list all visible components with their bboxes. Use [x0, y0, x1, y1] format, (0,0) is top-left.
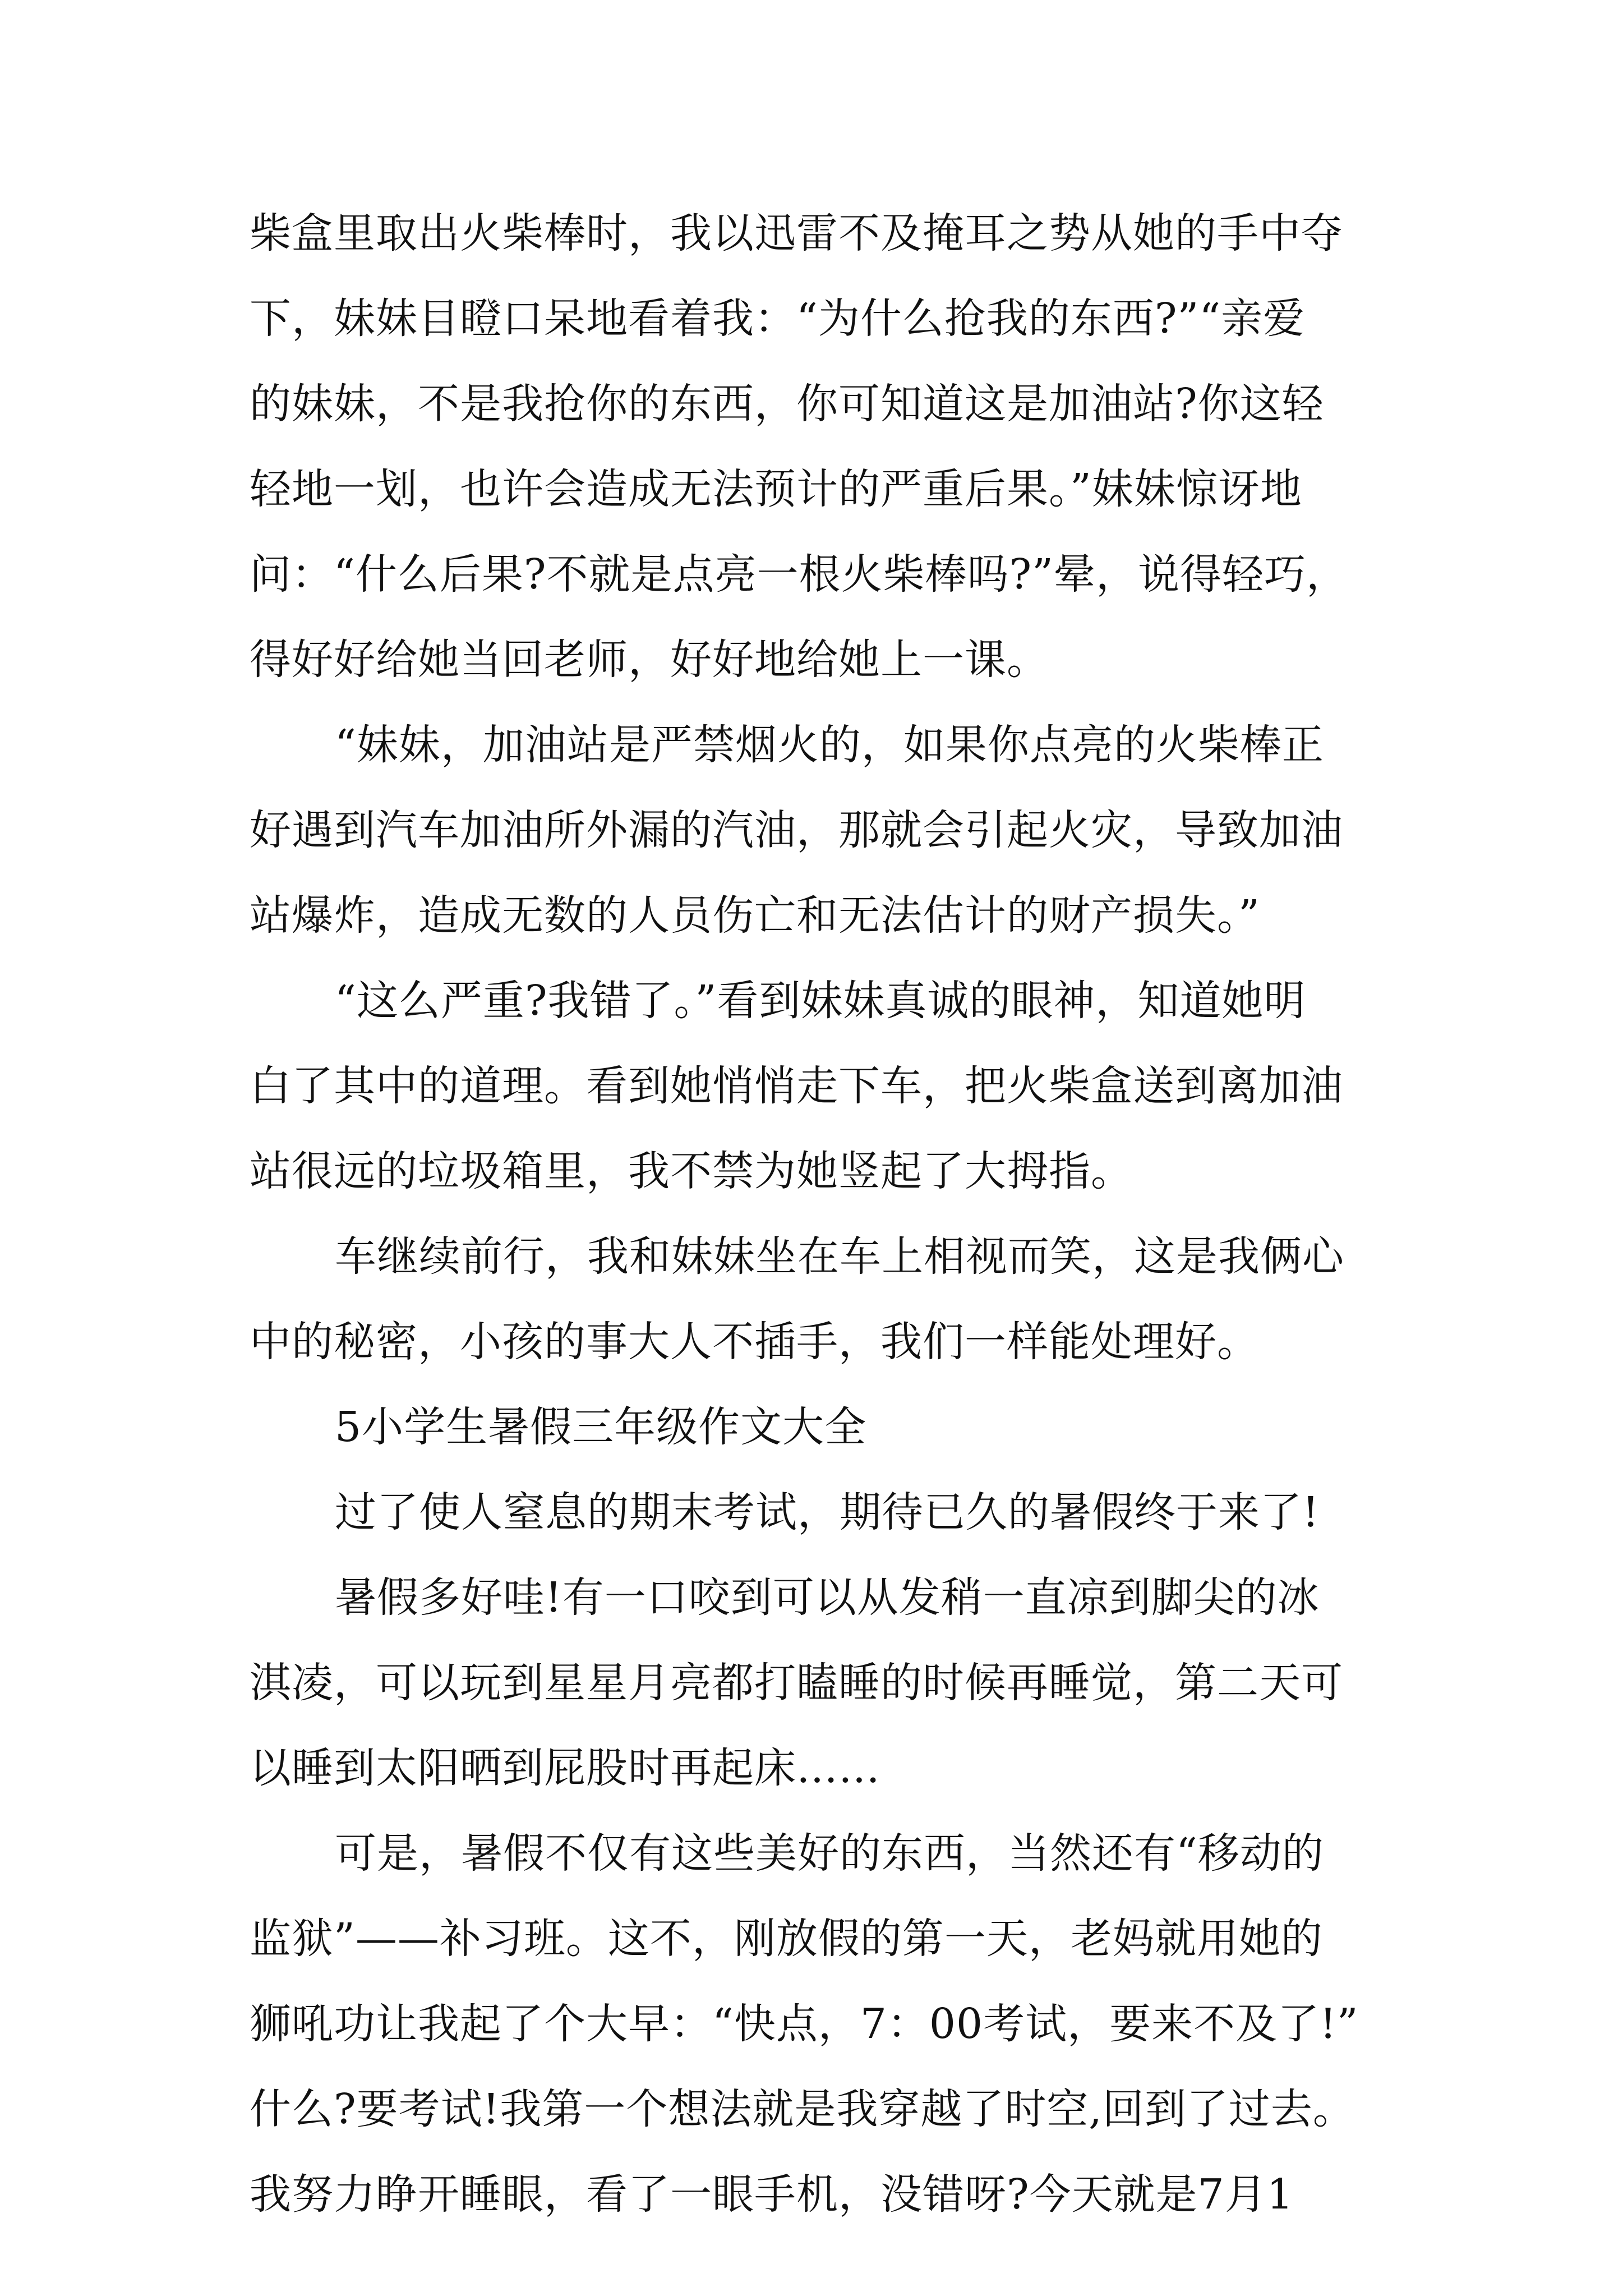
paragraph-start-line: “这么严重?我错了。”看到妹妹真诚的眼神，知道她明	[335, 977, 1306, 1025]
text-line: 柴盒里取出火柴棒时，我以迅雷不及掩耳之势从她的手中夺	[250, 209, 1343, 257]
text-line: 的妹妹，不是我抢你的东西，你可知道这是加油站?你这轻	[250, 380, 1324, 428]
text-line: 中的秘密，小孩的事大人不插手，我们一样能处理好。	[250, 1318, 1259, 1366]
text-line: 我努力睁开睡眼，看了一眼手机，没错呀?今天就是7月1	[250, 2170, 1294, 2219]
text-line: 轻地一划，也许会造成无法预计的严重后果。”妹妹惊讶地	[250, 465, 1302, 513]
text-line: 好遇到汽车加油所外漏的汽油，那就会引起火灾，导致加油	[250, 806, 1343, 854]
text-line: 得好好给她当回老师，好好地给她上一课。	[250, 636, 1049, 684]
paragraph-start-line: 可是，暑假不仅有这些美好的东西，当然还有“移动的	[335, 1829, 1324, 1878]
text-line: 白了其中的道理。看到她悄悄走下车，把火柴盒送到离加油	[250, 1062, 1343, 1110]
text-line: 站爆炸，造成无数的人员伤亡和无法估计的财产损失。”	[250, 891, 1260, 940]
text-line: 什么?要考试!我第一个想法就是我穿越了时空,回到了过去。	[250, 2085, 1355, 2133]
text-line: 问：“什么后果?不就是点亮一根火柴棒吗?”晕，说得轻巧，	[250, 550, 1349, 599]
body-text	[250, 191, 1405, 2237]
paragraph-start-line: 车继续前行，我和妹妹坐在车上相视而笑，这是我俩心	[335, 1232, 1344, 1281]
paragraph-start-line: 暑假多好哇!有一口咬到可以从发稍一直凉到脚尖的冰	[335, 1573, 1320, 1622]
text-line: 站很远的垃圾箱里，我不禁为她竖起了大拇指。	[250, 1147, 1133, 1195]
paragraph-start-line: 过了使人窒息的期末考试，期待已久的暑假终于来了!	[335, 1488, 1320, 1536]
text-line: 以睡到太阳晒到屁股时再起床……	[250, 1744, 880, 1792]
text-line: 下，妹妹目瞪口呆地看着我：“为什么抢我的东西?”“亲爱	[250, 295, 1306, 343]
text-line: 狮吼功让我起了个大早：“快点，7：00考试，要来不及了!”	[250, 2000, 1359, 2048]
text-line: 监狱”——补习班。这不，刚放假的第一天，老妈就用她的	[250, 1915, 1323, 1963]
paragraph-start-line: “妹妹，加油站是严禁烟火的，如果你点亮的火柴棒正	[335, 721, 1324, 769]
text-line: 淇凌，可以玩到星星月亮都打瞌睡的时候再睡觉，第二天可	[250, 1659, 1343, 1707]
section-heading: 5小学生暑假三年级作文大全	[335, 1403, 867, 1451]
